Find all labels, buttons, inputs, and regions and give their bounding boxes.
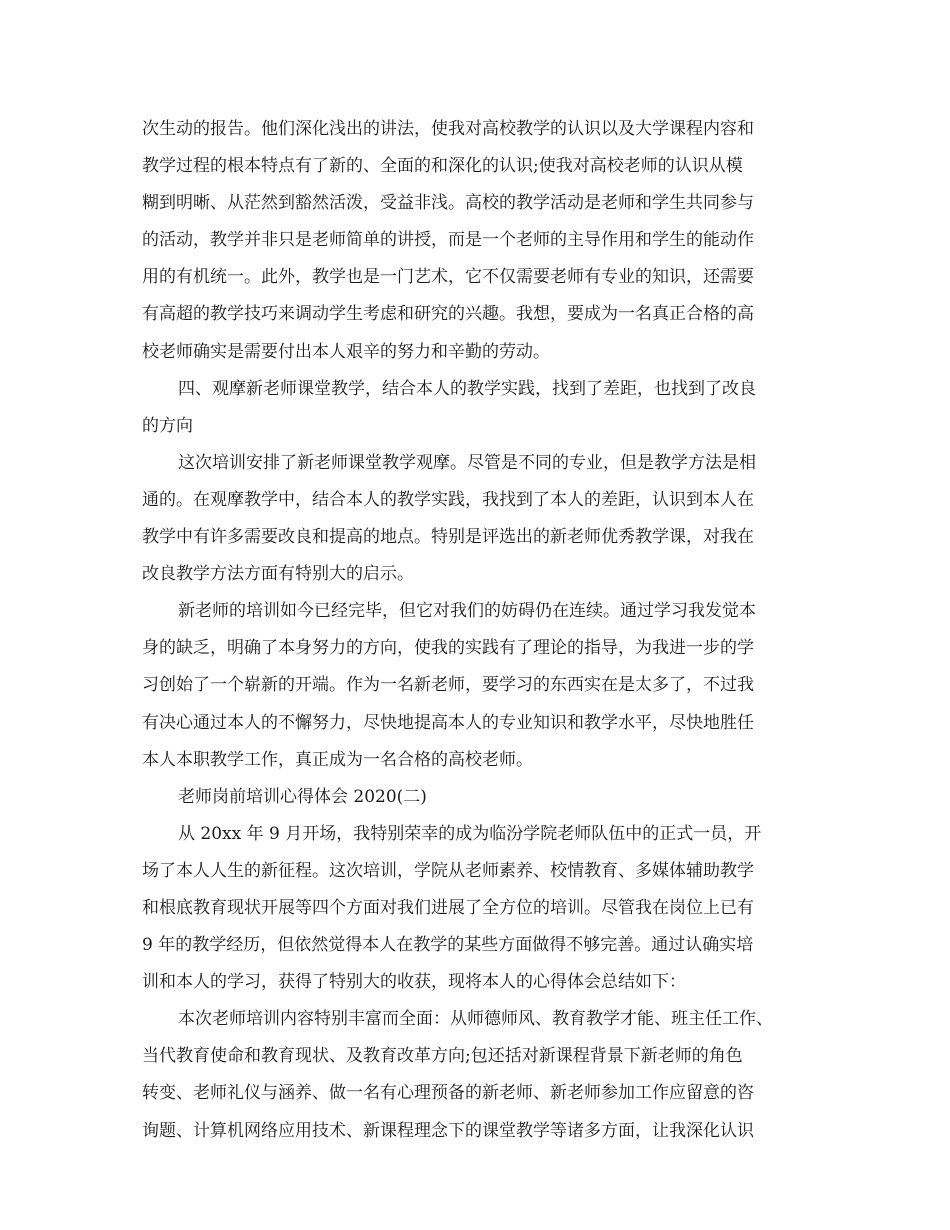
text-line: 糊到明晰、从茫然到豁然活泼，受益非浅。高校的教学活动是老师和学生共同参与 [142,193,754,214]
text-line: 新老师的培训如今已经完毕，但它对我们的妨碍仍在连续。通过学习我发觉本 [178,601,756,622]
document-body [142,111,812,1150]
text-line: 9 年的教学经历，但依然觉得本人在教学的某些方面做得不够完善。通过认确实培 [142,935,754,956]
text-line: 有高超的教学技巧来调动学生考虑和研究的兴趣。我想，要成为一名真正合格的高 [142,304,754,325]
text-line: 场了本人人生的新征程。这次培训，学院从老师素养、校情教育、多媒体辅助教学 [142,860,754,881]
text-line: 和根底教育现状开展等四个方面对我们进展了全方位的培训。尽管我在岗位上已有 [142,897,754,918]
text-line: 有决心通过本人的不懈努力，尽快地提高本人的专业知识和教学水平，尽快地胜任 [142,712,754,733]
text-line: 改良教学方法方面有特别大的启示。 [142,564,414,585]
text-line: 用的有机统一。此外，教学也是一门艺术，它不仅需要老师有专业的知识，还需要 [142,267,754,288]
text-line: 老师岗前培训心得体会 2020(二) [178,786,427,807]
text-line: 转变、老师礼仪与涵养、做一名有心理预备的新老师、新老师参加工作应留意的咨 [142,1083,754,1104]
text-line: 的活动，教学并非只是老师简单的讲授，而是一个老师的主导作用和学生的能动作 [142,230,754,251]
text-line: 这次培训安排了新老师课堂教学观摩。尽管是不同的专业，但是教学方法是相 [178,452,756,473]
text-line: 本人本职教学工作，真正成为一名合格的高校老师。 [142,749,533,770]
text-line: 身的缺乏，明确了本身努力的方向，使我的实践有了理论的指导，为我进一步的学 [142,638,754,659]
text-line: 本次老师培训内容特别丰富而全面：从师德师风、教育教学才能、班主任工作、 [178,1009,773,1030]
text-line: 从 20xx 年 9 月开场，我特别荣幸的成为临汾学院老师队伍中的正式一员，开 [178,823,762,844]
text-line: 习创始了一个崭新的开端。作为一名新老师，要学习的东西实在是太多了，不过我 [142,675,754,696]
text-line: 校老师确实是需要付出本人艰辛的努力和辛勤的劳动。 [142,341,550,362]
text-line: 教学中有许多需要改良和提高的地点。特别是评选出的新老师优秀教学课，对我在 [142,527,754,548]
text-line: 次生动的报告。他们深化浅出的讲法，使我对高校教学的认识以及大学课程内容和 [142,119,754,139]
text-line: 四、观摩新老师课堂教学，结合本人的教学实践，找到了差距，也找到了改良 [178,378,756,399]
text-line: 教学过程的根本特点有了新的、全面的和深化的认识;使我对高校老师的认识从模 [142,156,743,177]
text-line: 的方向 [142,415,193,436]
text-line: 询题、计算机网络应用技术、新课程理念下的课堂教学等诸多方面，让我深化认识 [142,1120,754,1141]
text-line: 通的。在观摩教学中，结合本人的教学实践，我找到了本人的差距，认识到本人在 [142,489,754,510]
text-line: 训和本人的学习，获得了特别大的收获，现将本人的心得体会总结如下： [142,972,686,993]
text-line: 当代教育使命和教育现状、及教育改革方向;包还括对新课程背景下新老师的角色 [142,1046,743,1067]
